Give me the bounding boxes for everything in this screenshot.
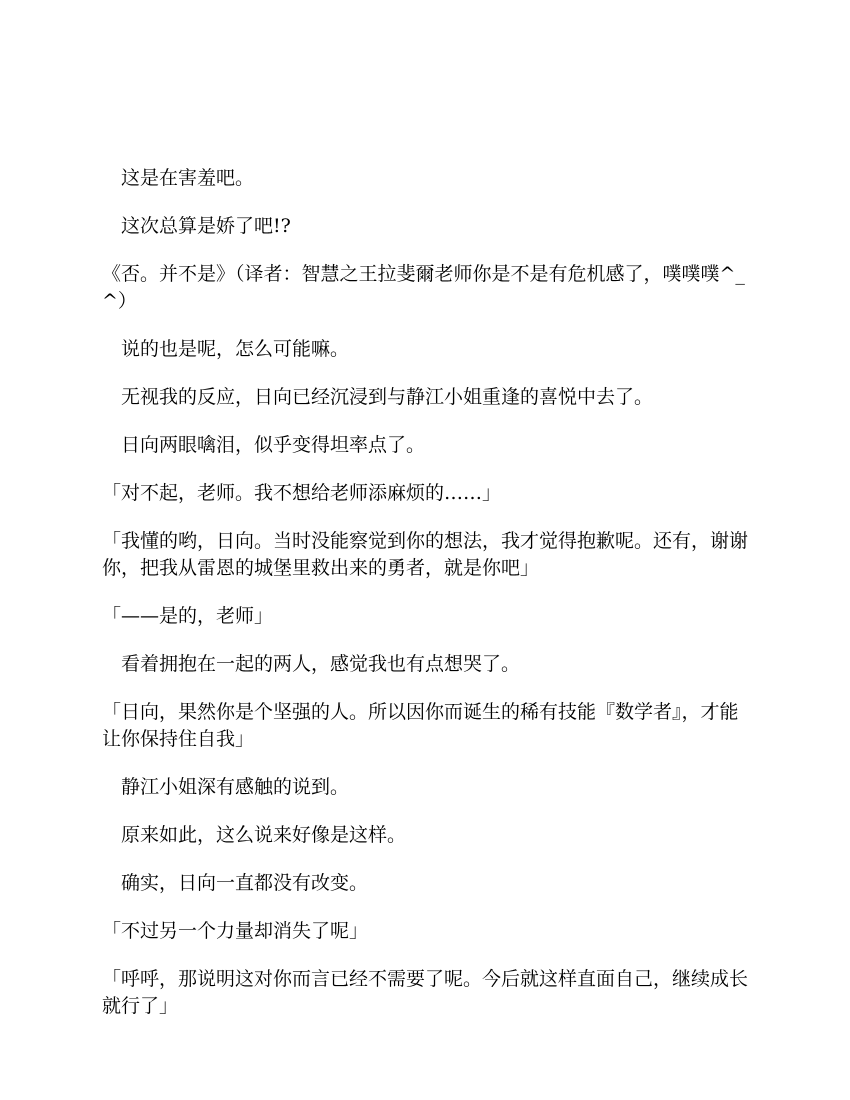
paragraph-12: 静江小姐深有感触的说到。 (121, 776, 350, 798)
paragraph-13: 原来如此，这么说来好像是这样。 (121, 824, 407, 846)
paragraph-11: 「日向，果然你是个坚强的人。所以因你而诞生的稀有技能『数学者』，才能让你保持住自我」 (102, 701, 739, 750)
paragraph-14: 确实，日向一直都没有改变。 (121, 872, 369, 894)
paragraph-3: 《否。并不是》（译者：智慧之王拉斐爾老师你是不是有危机感了，噗噗噗^_^） (102, 263, 745, 312)
paragraph-6: 日向两眼噙泪，似乎变得坦率点了。 (121, 434, 426, 456)
paragraph-10: 看着拥抱在一起的两人，感觉我也有点想哭了。 (121, 653, 521, 675)
paragraph-9: 「——是的，老师」 (102, 605, 274, 627)
paragraph-16: 「呼呼，那说明这对你而言已经不需要了呢。今后就这样直面自己，继续成长就行了」 (102, 968, 749, 1017)
paragraph-8: 「我懂的哟，日向。当时没能察觉到你的想法，我才觉得抱歉呢。还有，谢谢你，把我从雷恩的城堡里救出来的勇者，就是你吧」 (102, 530, 749, 579)
paragraph-2: 这次总算是娇了吧!? (121, 215, 291, 237)
paragraph-1: 这是在害羞吧。 (121, 167, 255, 189)
paragraph-7: 「对不起，老师。我不想给老师添麻烦的……」 (102, 482, 502, 504)
paragraph-15: 「不过另一个力量却消失了呢」 (102, 920, 369, 942)
document-page (102, 165, 750, 1041)
paragraph-4: 说的也是呢，怎么可能嘛。 (121, 338, 350, 360)
paragraph-5: 无视我的反应，日向已经沉浸到与静江小姐重逢的喜悦中去了。 (121, 386, 654, 408)
